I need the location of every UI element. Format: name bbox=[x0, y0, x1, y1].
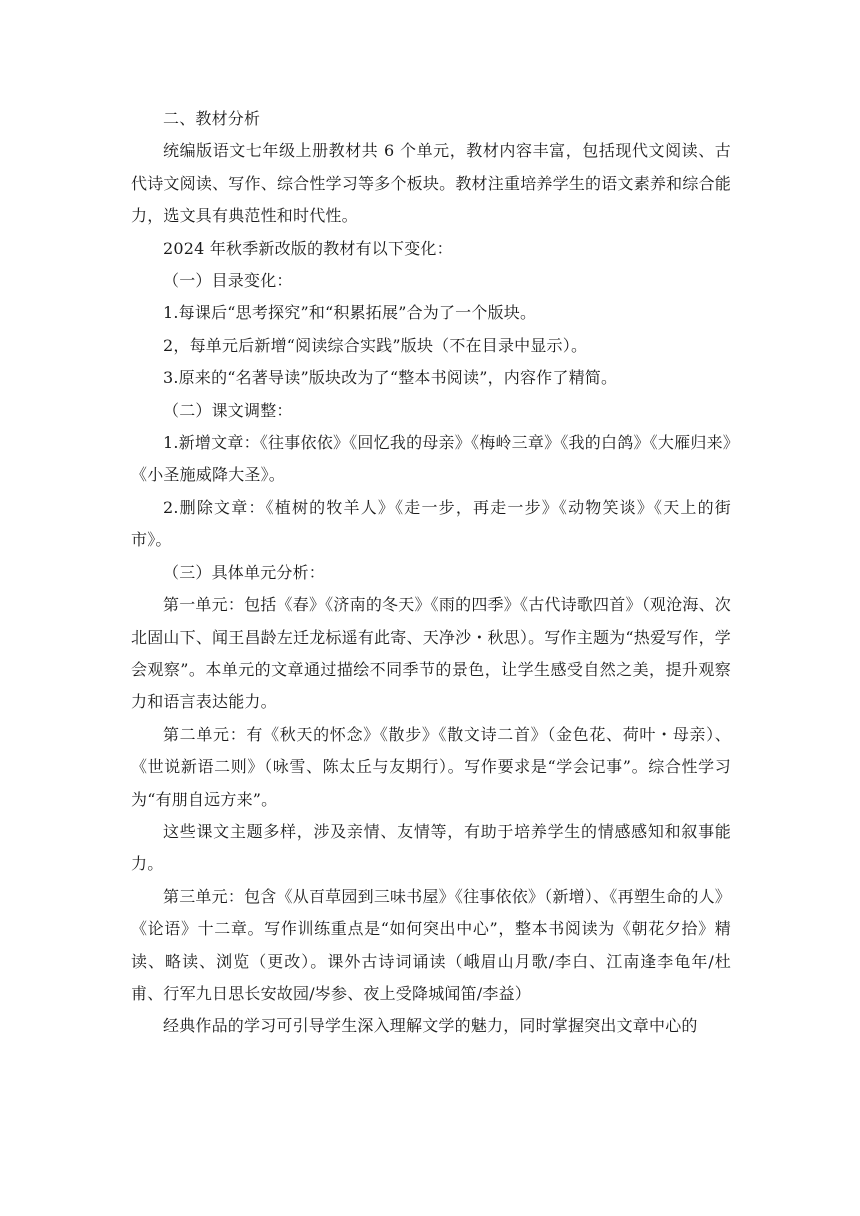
section-heading: 二、教材分析 bbox=[163, 109, 261, 128]
list-item-removed-articles: 2.删除文章：《植树的牧羊人》《走一步，再走一步》《动物笑谈》《天上的街市》。 bbox=[131, 497, 731, 550]
paragraph-unit-2-summary: 这些课文主题多样，涉及亲情、友情等，有助于培养学生的情感感知和叙事能力。 bbox=[131, 821, 731, 874]
list-item-catalog-2: 2，每单元后新增“阅读综合实践”版块（不在目录中显示）。 bbox=[163, 335, 588, 355]
subheading-catalog-changes: （一）目录变化： bbox=[163, 271, 293, 291]
list-item-new-articles: 1.新增文章：《往事依依》《回忆我的母亲》《梅岭三章》《我的白鸽》《大雁归来》《小圣施威降大圣》。 bbox=[131, 433, 731, 485]
list-item-catalog-1: 1.每课后“思考探究”和“积累拓展”合为了一个版块。 bbox=[163, 303, 537, 323]
paragraph-unit-2: 第二单元：有《秋天的怀念》《散步》《散文诗二首》（金色花、荷叶・母亲）、《世说新语二则》（咏雪、陈太丘与友期行）。写作要求是“学会记事”。综合性学习为“有朋自远方来”。 bbox=[131, 724, 731, 809]
document-page bbox=[131, 103, 731, 1043]
subheading-unit-analysis: （三）具体单元分析： bbox=[163, 562, 326, 582]
subheading-text-adjustments: （二）课文调整： bbox=[163, 400, 293, 420]
list-item-catalog-3: 3.原来的“名著导读”版块改为了“整本书阅读”，内容作了精简。 bbox=[163, 368, 618, 388]
paragraph-textbook-overview: 统编版语文七年级上册教材共 6 个单元，教材内容丰富，包括现代文阅读、古代诗文阅读、写作、综合性学习等多个板块。教材注重培养学生的语文素养和综合能力，选文具有典范性和时代性。 bbox=[131, 141, 731, 226]
paragraph-2024-changes-intro: 2024 年秋季新改版的教材有以下变化： bbox=[163, 238, 453, 258]
paragraph-unit-3: 第三单元：包含《从百草园到三味书屋》《往事依依》（新增）、《再塑生命的人》《论语》十二章。写作训练重点是“如何突出中心”，整本书阅读为《朝花夕拾》精读、略读、浏览（更改）。课外古诗词诵读（峨眉山月歌/李白、江南逢李龟年/杜甫、行军九日思长安故园/岑参、夜上受降城闻笛/李益） bbox=[131, 886, 731, 1003]
paragraph-unit-3-summary: 经典作品的学习可引导学生深入理解文学的魅力，同时掌握突出文章中心的 bbox=[163, 1016, 698, 1036]
paragraph-unit-1: 第一单元：包括《春》《济南的冬天》《雨的四季》《古代诗歌四首》（观沧海、次北固山下、闻王昌龄左迁龙标遥有此寄、天净沙・秋思）。写作主题为“热爱写作，学会观察”。本单元的文章通过描绘不同季节的景色，让学生感受自然之美，提升观察力和语言表达能力。 bbox=[131, 595, 731, 712]
